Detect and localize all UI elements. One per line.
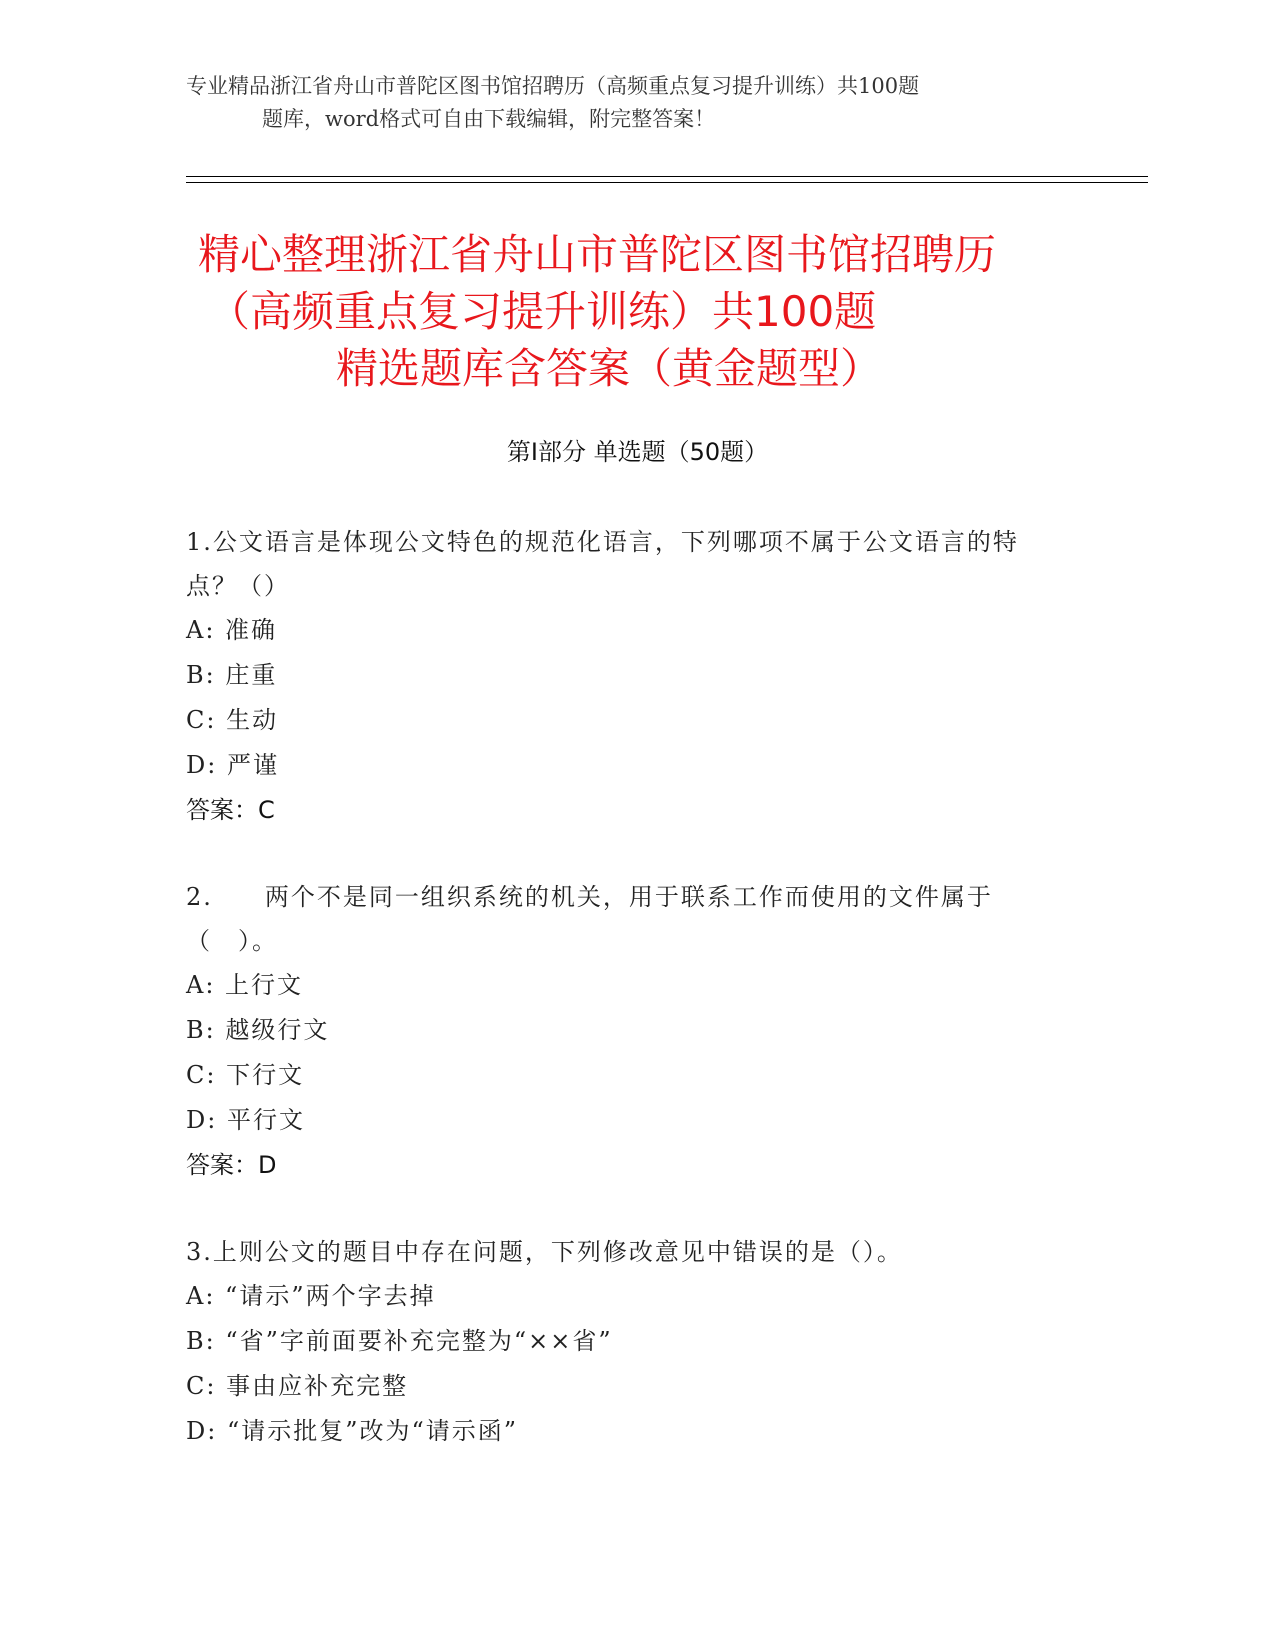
- option-c: C: 生动: [186, 706, 279, 734]
- question-item: [186, 1230, 1066, 1454]
- question-item: [186, 520, 1066, 833]
- question-text: 2. 两个不是同一组织系统的机关，用于联系工作而使用的文件属于（ ）。: [186, 883, 993, 955]
- option-b: B: “省”字前面要补充完整为“××省”: [186, 1327, 613, 1355]
- answer: 答案：D: [186, 1151, 277, 1179]
- title-line-2: （高频重点复习提升训练）共100题: [208, 287, 877, 336]
- option-c: C: 事由应补充完整: [186, 1372, 409, 1400]
- document-header: [186, 70, 1066, 136]
- question-text: 3.上则公文的题目中存在问题，下列修改意见中错误的是（）。: [186, 1238, 903, 1266]
- option-d: D: “请示批复”改为“请示函”: [186, 1417, 519, 1445]
- option-d: D: 平行文: [186, 1106, 305, 1134]
- section-heading: 第Ⅰ部分 单选题（50题）: [506, 438, 769, 466]
- option-d: D: 严谨: [186, 751, 279, 779]
- header-line-1: 专业精品浙江省舟山市普陀区图书馆招聘历（高频重点复习提升训练）共100题: [186, 74, 920, 98]
- header-rule-top: [186, 176, 1148, 177]
- option-b: B: 庄重: [186, 661, 278, 689]
- option-a: A: “请示”两个字去掉: [186, 1282, 436, 1310]
- title-line-3: 精选题库含答案（黄金题型）: [336, 344, 883, 393]
- header-rule-bottom: [186, 182, 1148, 183]
- question-list: [186, 520, 1066, 1496]
- question-item: [186, 875, 1066, 1188]
- title-line-1: 精心整理浙江省舟山市普陀区图书馆招聘历: [198, 230, 997, 279]
- option-a: A: 准确: [186, 616, 278, 644]
- question-text: 1.公文语言是体现公文特色的规范化语言，下列哪项不属于公文语言的特点？（）: [186, 528, 1019, 600]
- option-c: C: 下行文: [186, 1061, 305, 1089]
- option-b: B: 越级行文: [186, 1016, 330, 1044]
- header-line-2: 题库，word格式可自由下载编辑，附完整答案！: [262, 107, 716, 131]
- answer: 答案：C: [186, 796, 275, 824]
- option-a: A: 上行文: [186, 971, 304, 999]
- document-title: [150, 226, 1150, 397]
